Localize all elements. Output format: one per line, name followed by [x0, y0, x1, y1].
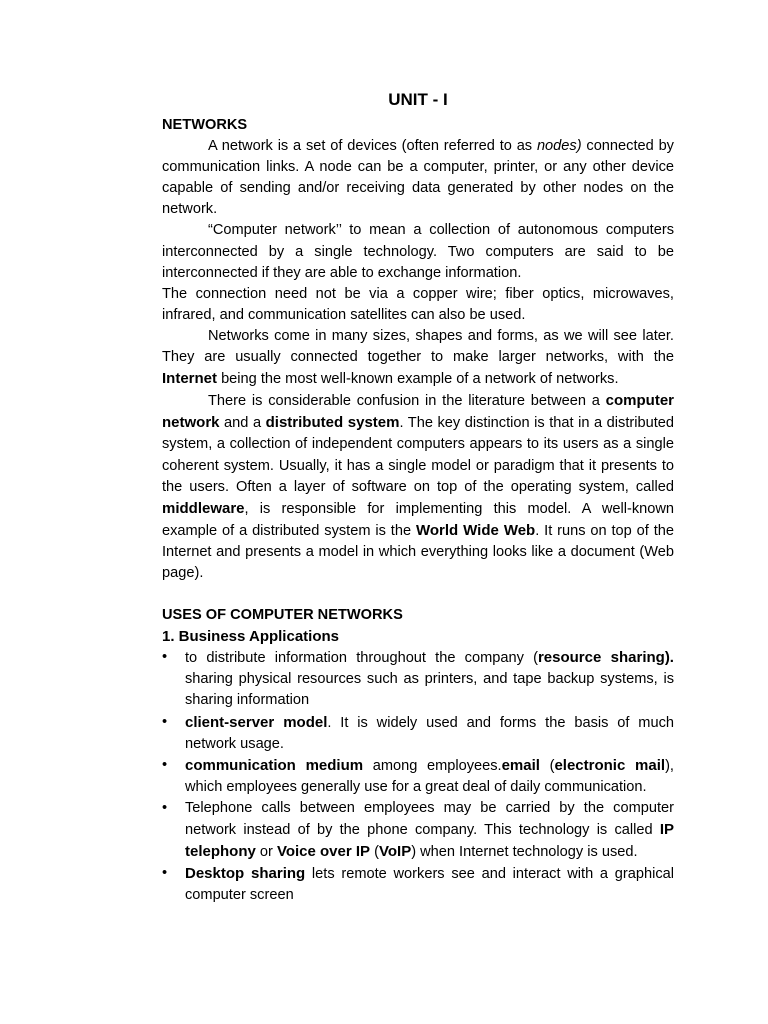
list-item [162, 755, 674, 798]
text-run: and a [219, 415, 266, 432]
text-run: A network is a set of devices (often referred to as [208, 138, 537, 155]
section-spacer [162, 584, 674, 605]
networks-paragraph-2: “Computer network’’ to mean a collection of autonomous computers interconnected by a single technology. Two computers are said to be interconnected if they are able to exchange information. [162, 222, 674, 281]
list-item [162, 712, 674, 755]
text-run-italic: nodes) [536, 138, 582, 155]
networks-paragraph-3: The connection need not be via a copper wire; fiber optics, microwaves, infrared, and communication satellites can also be used. [162, 285, 674, 323]
networks-heading: NETWORKS [162, 117, 248, 133]
text-run: to distribute information throughout the company ( [185, 650, 538, 667]
bullet-icon: • [162, 865, 168, 882]
text-run: ( [370, 844, 379, 861]
text-run-bold: IP telephony [185, 821, 674, 861]
text-run-bold: communication medium [185, 756, 364, 774]
text-run-bold: distributed system [265, 414, 400, 432]
text-run-bold: resource sharing). [537, 649, 674, 667]
text-run: ) when Internet technology is used. [411, 844, 638, 861]
networks-paragraph-4 [162, 326, 674, 390]
text-run: . It is widely used and forms the basis of much network usage. [185, 714, 674, 752]
text-run-bold: Internet [162, 370, 218, 388]
text-run: or [255, 844, 277, 861]
text-run: , is responsible for implementing this model. A well-known example of a distributed system is the [162, 500, 674, 539]
list-item [162, 863, 674, 906]
text-run: There is considerable confusion in the literature between a [208, 393, 606, 410]
text-run: Telephone calls between employees may be carried by the computer network instead of by the phone company. This technology is called [185, 799, 674, 838]
text-run-bold: client-server model [185, 713, 328, 731]
uses-heading: USES OF COMPUTER NETWORKS [162, 607, 403, 624]
text-run: connected by communication links. A node can be a computer, printer, or any other device capable of sending and/or receiving data generated by other nodes on the network. [162, 138, 674, 218]
text-run-bold: electronic mail [554, 756, 666, 774]
text-run-bold: Desktop sharing [185, 865, 306, 883]
text-run-bold: World Wide Web [415, 521, 536, 539]
text-run-bold: Voice over IP [276, 843, 371, 861]
list-item [162, 798, 674, 863]
text-run: . The key distinction is that in a distributed system, a collection of independent computers appears to its users as a single coherent system. Usually, it has a single model or paradigm that it presents to the users. Often a layer of software on top of the operating system, called [162, 415, 675, 495]
bullet-icon: • [162, 799, 168, 816]
text-run: Networks come in many sizes, shapes and forms, as we will see later. They are usually connected together to make larger networks, with the [162, 327, 674, 366]
text-run: sharing physical resources such as printers, and tape backup systems, is sharing information [185, 671, 674, 709]
networks-paragraph-1 [162, 136, 674, 220]
bullet-icon: • [162, 713, 168, 730]
text-run: lets remote workers see and interact with a graphical computer screen [185, 866, 674, 904]
text-run: being the most well-known example of a network of networks. [217, 371, 619, 388]
text-run: among employees. [363, 757, 502, 774]
document-content [162, 88, 674, 906]
text-run: . It runs on top of the Internet and presents a model in which everything looks like a document (Web page). [162, 522, 674, 581]
text-run-bold: middleware [162, 499, 245, 517]
text-run-bold: VoIP [378, 843, 412, 861]
text-run: ( [539, 757, 555, 774]
business-applications-heading: 1. Business Applications [162, 628, 339, 646]
text-run-bold: computer network [162, 392, 674, 432]
page-title: UNIT - I [388, 90, 448, 109]
bullet-icon: • [162, 756, 168, 773]
list-item [162, 647, 674, 711]
networks-paragraph-5 [162, 390, 674, 584]
bullet-icon: • [162, 649, 168, 666]
text-run: ), which employees generally use for a great deal of daily communication. [185, 757, 674, 795]
text-run-bold: email [501, 756, 540, 774]
business-applications-list [162, 647, 674, 906]
